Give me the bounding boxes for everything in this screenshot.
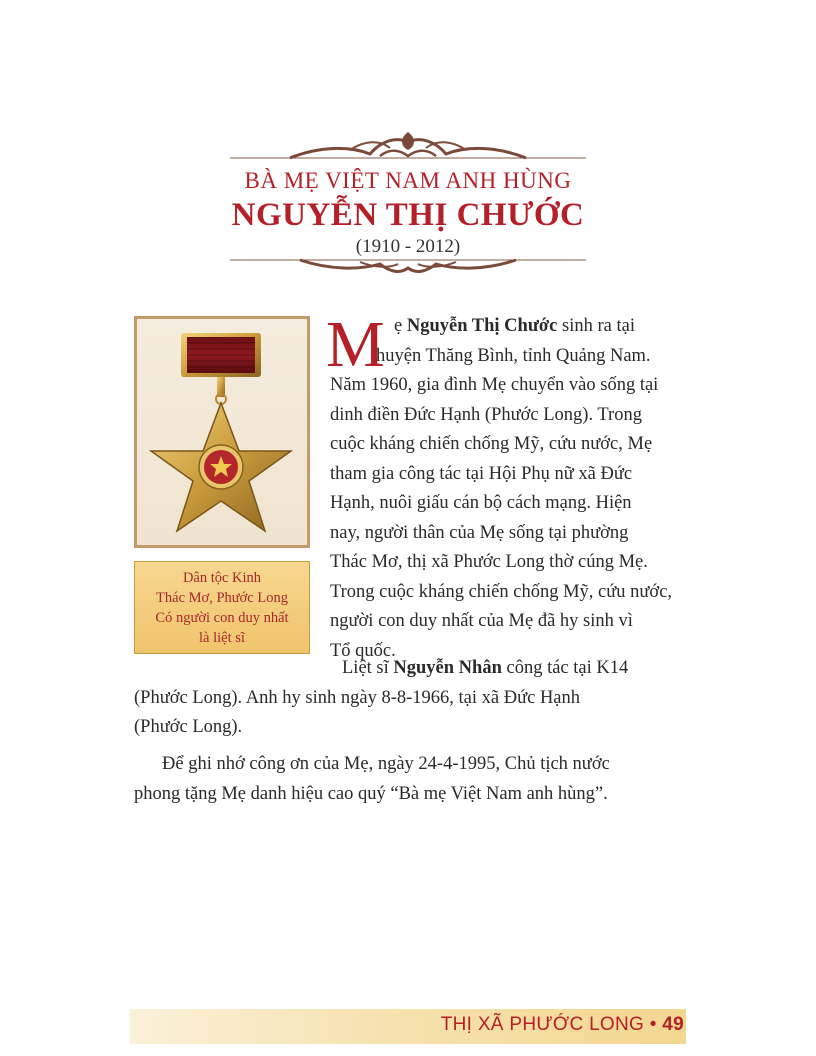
text-line: Để ghi nhớ công ơn của Mẹ, ngày 24-4-1995, Chủ tịch nước [162, 754, 610, 774]
text-line: (Phước Long). Anh hy sinh ngày 8-8-1966, tại xã Đức Hạnh [134, 687, 581, 708]
text-line: tham gia công tác tại Hội Phụ nữ xã Đức [330, 463, 633, 484]
caption-line: Dân tộc Kinh [182, 570, 262, 586]
page-number: 49 [662, 1014, 684, 1035]
text-line: ẹ Nguyễn Thị Chước sinh ra tại [394, 316, 635, 336]
caption-line: Thác Mơ, Phước Long [156, 590, 288, 606]
life-years: (1910 - 2012) [355, 236, 461, 257]
honoree-name: NGUYỄN THỊ CHƯỚC [231, 197, 585, 233]
text-line: Thác Mơ, thị xã Phước Long thờ cúng Mẹ. [330, 552, 648, 572]
paragraph-3 [134, 750, 682, 809]
text-line: huyện Thăng Bình, tỉnh Quảng Nam. [376, 345, 651, 366]
text-line: Trong cuộc kháng chiến chống Mỹ, cứu nước, [330, 581, 673, 602]
paragraph-2 [134, 654, 682, 743]
footer-separator: • [649, 1014, 657, 1035]
medal-photo [134, 316, 310, 548]
text-line: Liệt sĩ Nguyễn Nhân công tác tại K14 [342, 658, 629, 678]
header-kicker: BÀ MẸ VIỆT NAM ANH HÙNG [244, 168, 572, 193]
hero-medal-icon [137, 319, 307, 545]
text-line: Hạnh, nuôi giấu cán bộ cách mạng. Hiện [330, 493, 632, 513]
caption-line: là liệt sĩ [199, 630, 245, 646]
text-line: phong tặng Mẹ danh hiệu cao quý “Bà mẹ Việt Nam anh hùng”. [134, 783, 608, 804]
bottom-ornament [230, 252, 586, 274]
text-line: Năm 1960, gia đình Mẹ chuyển vào sống tại [330, 375, 659, 395]
photo-caption [134, 561, 310, 654]
caption-line: Có người con duy nhất [155, 610, 289, 626]
paragraph-1 [330, 312, 682, 666]
footer-label: THỊ XÃ PHƯỚC LONG [440, 1014, 645, 1035]
drop-cap: M [326, 308, 385, 381]
top-ornament [230, 128, 586, 164]
running-footer [441, 1014, 684, 1036]
text-line: Tổ quốc. [330, 640, 396, 661]
text-line: nay, người thân của Mẹ sống tại phường [330, 522, 629, 543]
text-line: dinh điền Đức Hạnh (Phước Long). Trong [330, 404, 642, 425]
text-line: người con duy nhất của Mẹ đã hy sinh vì [330, 611, 633, 631]
text-line: (Phước Long). [134, 717, 243, 737]
text-line: cuộc kháng chiến chống Mỹ, cứu nước, Mẹ [330, 434, 653, 454]
